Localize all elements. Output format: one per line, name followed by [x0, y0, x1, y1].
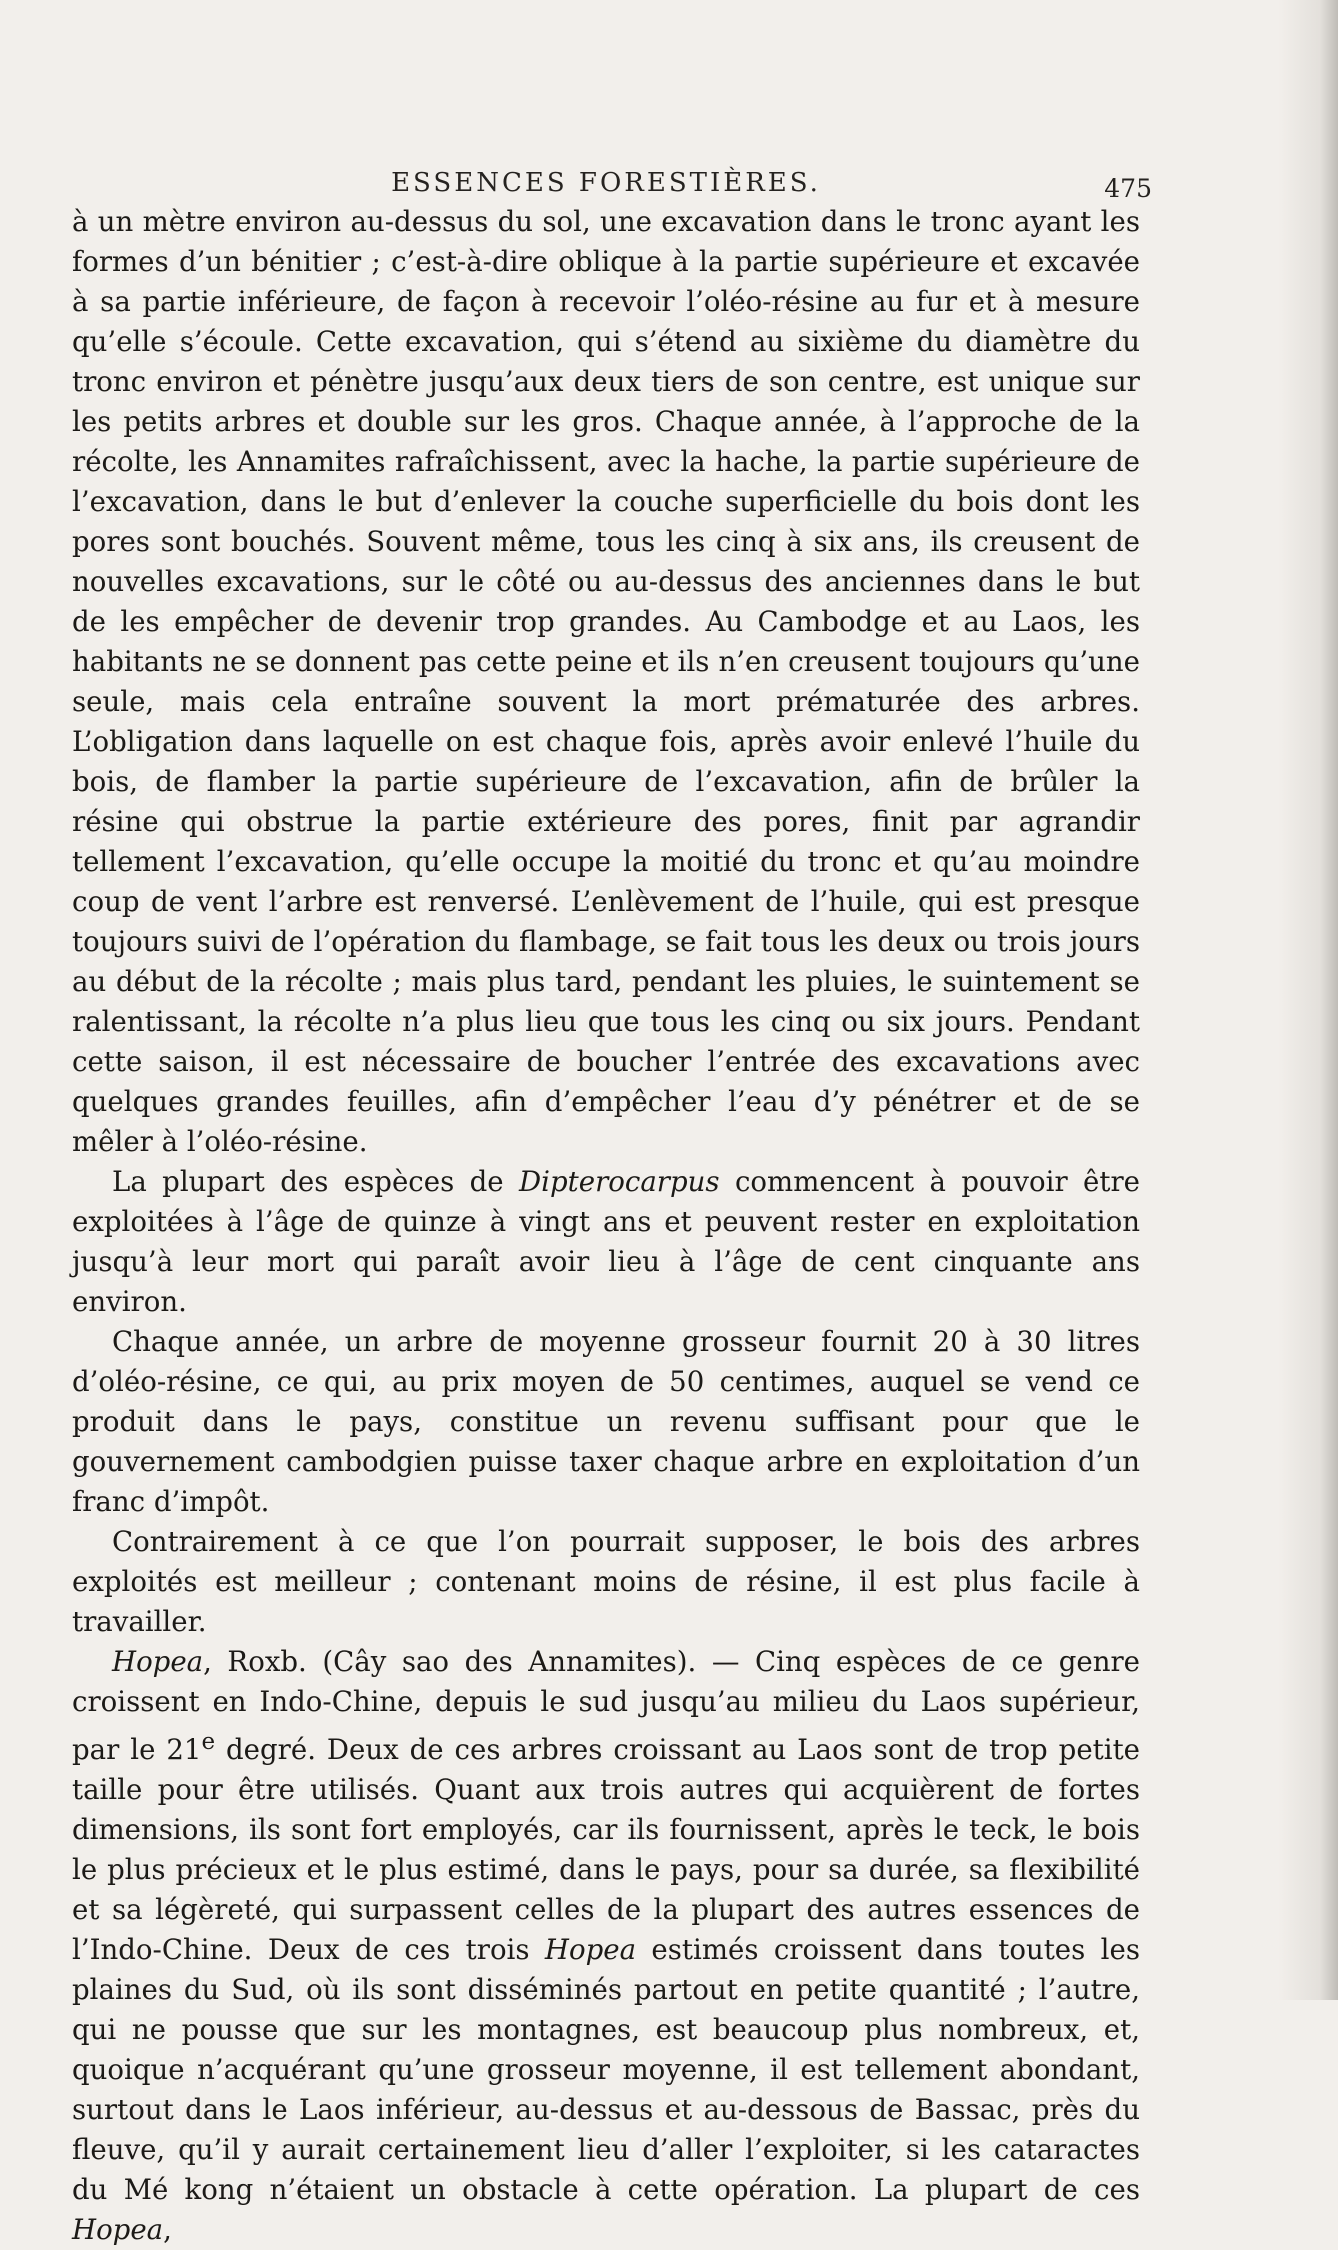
genus-name: Hopea	[72, 2213, 164, 2247]
page-number: 475	[1104, 174, 1152, 203]
paragraph-text: estimés croissent dans toutes les plaines du Sud, où ils sont disséminés partout en petite quantité ; l’autre, qui ne pousse que sur les montagnes, est beaucoup plus nombreux, et, quoique n’acquérant qu’une grosseur moyenne, il est tellement abondant, surtout dans le Laos inférieur, au-dessus et au-dessous de Bassac, près du fleuve, qu’il y aurait certainement lieu d’aller l’exploiter, si les cataractes du Mé kong n’étaient un obstacle à cette opération. La plupart de ces	[72, 1933, 1140, 2207]
body-text	[72, 202, 1140, 2250]
paragraph-text: , Roxb. (Cây sao des Annamites). — Cinq espèces de ce genre croissent en Indo-Chine, depuis le sud jusqu’au milieu du Laos supérieur, par le 21	[72, 1645, 1140, 1767]
paragraph-text: degré. Deux de ces arbres croissant au Laos sont de trop petite taille pour être utilisés. Quant aux trois autres qui acquièrent de fortes dimensions, ils sont fort employés, car ils fournissent, après le teck, le bois le plus précieux et le plus estimé, dans le pays, pour sa durée, sa flexibilité et sa légèreté, qui surpassent celles de la plupart des autres essences de l’Indo-Chine. Deux de ces trois	[72, 1733, 1140, 1967]
paragraph-yield: Chaque année, un arbre de moyenne grosseur fournit 20 à 30 litres d’oléo-résine, ce qui, au prix moyen de 50 centimes, auquel se vend ce produit dans le pays, constitue un revenu suffisant pour que le gouvernement cambodgien puisse taxer chaque arbre en exploitation d’un franc d’impôt.	[72, 1325, 1140, 1518]
species-name: Dipterocarpus	[519, 1165, 720, 1198]
running-head	[72, 168, 1152, 208]
running-title: ESSENCES FORESTIÈRES.	[391, 168, 821, 198]
paragraph-text: La plupart des espèces de	[112, 1165, 520, 1198]
paragraph-wood-quality: Contrairement à ce que l’on pourrait supposer, le bois des arbres exploités est meilleur ; contenant moins de résine, il est plus facile à travailler.	[72, 1525, 1140, 1638]
genus-name: Hopea	[544, 1933, 637, 1967]
paragraph-text: commencent à pouvoir être exploitées à l’âge de quinze à vingt ans et peuvent rester en exploitation jusqu’à leur mort qui paraît avoir lieu à l’âge de cent cinquante ans environ.	[72, 1165, 1140, 1318]
genus-name: Hopea	[112, 1645, 204, 1678]
paragraph-dipterocarpus	[72, 1162, 1140, 1322]
book-page	[72, 168, 1152, 2250]
page-edge-shadow	[1278, 0, 1338, 2000]
ordinal-superscript: e	[201, 1729, 216, 1755]
paragraph-excavation: à un mètre environ au-dessus du sol, une excavation dans le tronc ayant les formes d’un bénitier ; c’est-à-dire oblique à la partie supérieure et excavée à sa partie inférieure, de façon à recevoir l’oléo-résine au fur et à mesure qu’elle s’écoule. Cette excavation, qui s’étend au sixième du diamètre du tronc environ et pénètre jusqu’aux deux tiers de son centre, est unique sur les petits arbres et double sur les gros. Chaque année, à l’approche de la récolte, les Annamites rafraîchissent, avec la hache, la partie supérieure de l’excavation, dans le but d’enlever la couche superficielle du bois dont les pores sont bouchés. Souvent même, tous les cinq à six ans, ils creusent de nouvelles excavations, sur le côté ou au-dessus des anciennes dans le but de les empêcher de devenir trop grandes. Au Cambodge et au Laos, les habitants ne se donnent pas cette peine et ils n’en creusent toujours qu’une seule, mais cela entraîne souvent la mort prématurée des arbres. L’obligation dans laquelle on est chaque fois, après avoir enlevé l’huile du bois, de flamber la partie supérieure de l’excavation, afin de brûler la résine qui obstrue la partie extérieure des pores, finit par agrandir tellement l’excavation, qu’elle occupe la moitié du tronc et qu’au moindre coup de vent l’arbre est renversé. L’enlèvement de l’huile, qui est presque toujours suivi de l’opération du flambage, se fait tous les deux ou trois jours au début de la récolte ; mais plus tard, pendant les pluies, le suintement se ralentissant, la récolte n’a plus lieu que tous les cinq ou six jours. Pendant cette saison, il est nécessaire de boucher l’entrée des excavations avec quelques grandes feuilles, afin d’empêcher l’eau d’y pénétrer et de se mêler à l’oléo-résine.	[72, 205, 1140, 1158]
paragraph-hopea	[72, 1642, 1140, 2250]
paragraph-text: ,	[163, 2213, 172, 2247]
